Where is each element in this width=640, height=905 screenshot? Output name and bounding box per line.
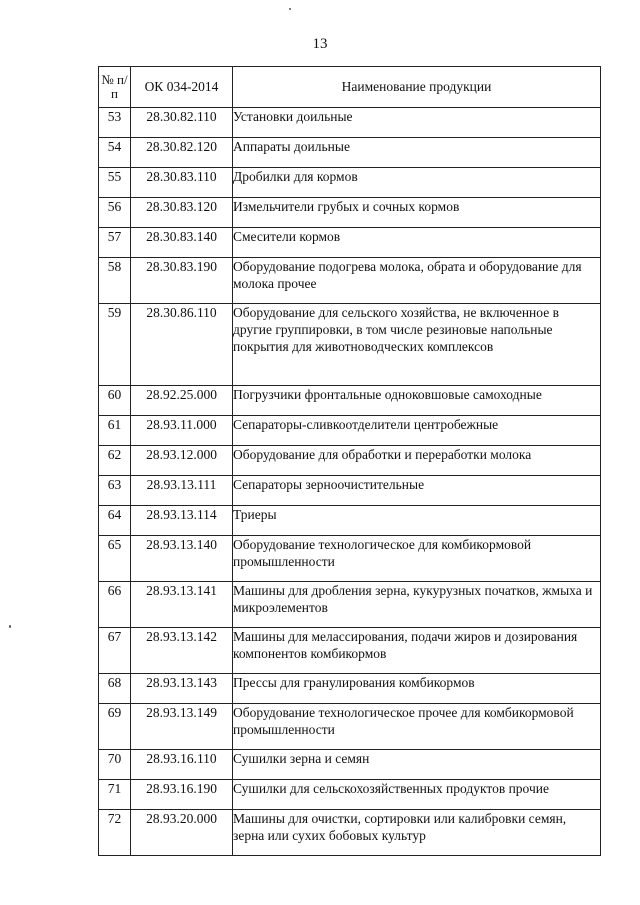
table-row xyxy=(99,506,601,536)
table-row xyxy=(99,582,601,628)
row-number: 54 xyxy=(99,138,131,168)
header-code: ОК 034-2014 xyxy=(131,67,233,108)
row-code: 28.93.13.114 xyxy=(131,506,233,536)
row-name: Сушилки для сельскохозяйственных продуктов прочие xyxy=(233,780,601,810)
table-row xyxy=(99,304,601,386)
row-number: 61 xyxy=(99,416,131,446)
row-number: 56 xyxy=(99,198,131,228)
row-name: Триеры xyxy=(233,506,601,536)
row-code: 28.30.82.110 xyxy=(131,108,233,138)
row-name: Машины для мелассирования, подачи жиров и дозирования компонентов комбикормов xyxy=(233,628,601,674)
row-number: 65 xyxy=(99,536,131,582)
table-row xyxy=(99,810,601,856)
row-code: 28.93.16.190 xyxy=(131,780,233,810)
scan-speck xyxy=(289,8,291,10)
row-number: 60 xyxy=(99,386,131,416)
row-number: 58 xyxy=(99,258,131,304)
row-code: 28.30.86.110 xyxy=(131,304,233,386)
row-name: Установки доильные xyxy=(233,108,601,138)
row-code: 28.93.20.000 xyxy=(131,810,233,856)
row-code: 28.30.82.120 xyxy=(131,138,233,168)
table-row xyxy=(99,674,601,704)
row-name: Прессы для гранулирования комбикормов xyxy=(233,674,601,704)
row-number: 68 xyxy=(99,674,131,704)
table-row xyxy=(99,258,601,304)
table-row xyxy=(99,138,601,168)
row-code: 28.93.12.000 xyxy=(131,446,233,476)
row-name: Машины для очистки, сортировки или калибровки семян, зерна или сухих бобовых культур xyxy=(233,810,601,856)
table-row xyxy=(99,780,601,810)
row-name: Дробилки для кормов xyxy=(233,168,601,198)
row-name: Сушилки зерна и семян xyxy=(233,750,601,780)
row-number: 67 xyxy=(99,628,131,674)
row-number: 66 xyxy=(99,582,131,628)
table-row xyxy=(99,704,601,750)
table-header-row xyxy=(99,67,601,108)
table-row xyxy=(99,416,601,446)
header-number: № п/п xyxy=(99,67,131,108)
table-row xyxy=(99,108,601,138)
row-number: 62 xyxy=(99,446,131,476)
row-number: 70 xyxy=(99,750,131,780)
table-row xyxy=(99,476,601,506)
row-name: Сепараторы зерноочистительные xyxy=(233,476,601,506)
row-name: Аппараты доильные xyxy=(233,138,601,168)
row-number: 57 xyxy=(99,228,131,258)
row-code: 28.30.83.190 xyxy=(131,258,233,304)
table-row xyxy=(99,750,601,780)
row-number: 55 xyxy=(99,168,131,198)
table-row xyxy=(99,168,601,198)
row-number: 53 xyxy=(99,108,131,138)
row-code: 28.93.13.140 xyxy=(131,536,233,582)
row-code: 28.93.13.141 xyxy=(131,582,233,628)
row-number: 72 xyxy=(99,810,131,856)
row-code: 28.92.25.000 xyxy=(131,386,233,416)
row-number: 64 xyxy=(99,506,131,536)
table-row xyxy=(99,198,601,228)
row-name: Оборудование технологическое для комбикормовой промышленности xyxy=(233,536,601,582)
row-number: 71 xyxy=(99,780,131,810)
row-number: 59 xyxy=(99,304,131,386)
row-name: Оборудование для сельского хозяйства, не включенное в другие группировки, в том числе резиновые напольные покрытия для животноводческих комплексов xyxy=(233,304,601,386)
table-row xyxy=(99,228,601,258)
table-row xyxy=(99,446,601,476)
table-row xyxy=(99,536,601,582)
row-name: Смесители кормов xyxy=(233,228,601,258)
row-number: 69 xyxy=(99,704,131,750)
row-number: 63 xyxy=(99,476,131,506)
page-number: 13 xyxy=(312,36,328,52)
row-code: 28.93.13.143 xyxy=(131,674,233,704)
row-name: Машины для дробления зерна, кукурузных початков, жмыха и микроэлементов xyxy=(233,582,601,628)
table-row xyxy=(99,386,601,416)
row-code: 28.93.11.000 xyxy=(131,416,233,446)
row-name: Оборудование для обработки и переработки молока xyxy=(233,446,601,476)
row-code: 28.30.83.120 xyxy=(131,198,233,228)
row-name: Оборудование технологическое прочее для комбикормовой промышленности xyxy=(233,704,601,750)
row-code: 28.30.83.110 xyxy=(131,168,233,198)
row-name: Оборудование подогрева молока, обрата и оборудование для молока прочее xyxy=(233,258,601,304)
row-name: Измельчители грубых и сочных кормов xyxy=(233,198,601,228)
scan-speck xyxy=(9,625,11,628)
row-code: 28.93.13.111 xyxy=(131,476,233,506)
table-row xyxy=(99,628,601,674)
row-code: 28.93.16.110 xyxy=(131,750,233,780)
row-code: 28.93.13.142 xyxy=(131,628,233,674)
row-name: Погрузчики фронтальные одноковшовые самоходные xyxy=(233,386,601,416)
row-code: 28.93.13.149 xyxy=(131,704,233,750)
row-code: 28.30.83.140 xyxy=(131,228,233,258)
row-name: Сепараторы-сливкоотделители центробежные xyxy=(233,416,601,446)
header-name: Наименование продукции xyxy=(233,67,601,108)
products-table xyxy=(98,66,601,856)
